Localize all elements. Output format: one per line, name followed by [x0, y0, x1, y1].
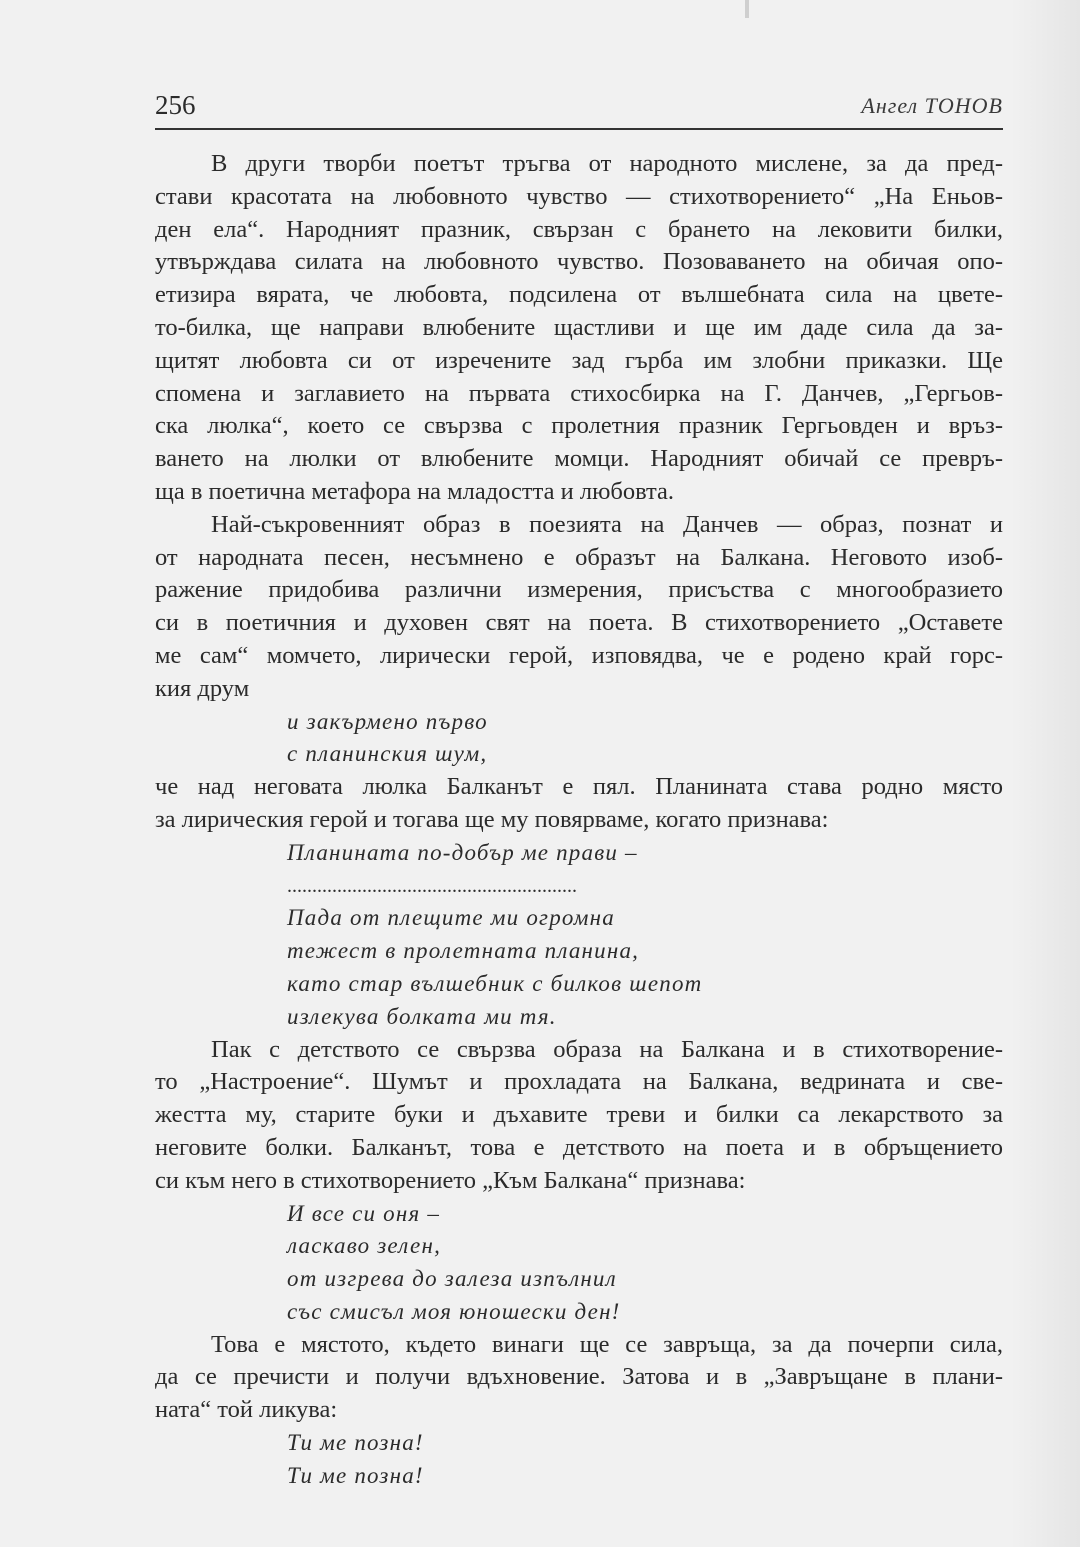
verse-line: Планината по-добър ме прави – [287, 839, 638, 865]
text-line: да се пречисти и получи вдъхновение. Затова и в „Завръщане в плани- [155, 1363, 1003, 1391]
text-line: за лирическия герой и тогава ще му повярваме, когато признава: [155, 805, 829, 833]
page-body [155, 148, 1003, 1493]
text-line: че над неговата люлка Балканът е пял. Планината става родно място [155, 773, 1003, 801]
text-line: Пак с детството се свързва образа на Балкана и в стихотворение- [211, 1035, 1003, 1063]
verse-line: Пада от плещите ми огромна [287, 905, 615, 931]
text-line: Това е мястото, където винаги ще се завръща, за да почерпи сила, [211, 1330, 1003, 1358]
verse-line: от изгрева до залеза изпълнил [287, 1266, 617, 1292]
text-line: то-билка, ще направи влюбените щастливи и ще им даде сила да за- [155, 313, 1003, 341]
text-line: ражение придобива различни измерения, присъства с многообразието [155, 576, 1003, 604]
text-line: ването на люлки от влюбените момци. Народният обичай се превръ- [155, 445, 1003, 473]
text-line: неговите болки. Балканът, това е детството на поета и в обръщението [155, 1133, 1003, 1161]
page-edge-shadow [1010, 0, 1080, 1547]
text-line: щитят любовта си от изречените зад гърба им злобни приказки. Ще [155, 346, 1003, 374]
text-line: ната“ той ликува: [155, 1396, 338, 1424]
text-line: стави красотата на любовното чувство — стихотворението“ „На Еньов- [155, 182, 1003, 210]
text-line: етизира вярата, че любовта, подсилена от вълшебната сила на цвете- [155, 281, 1003, 309]
verse-line: със смисъл моя юношески ден! [287, 1298, 621, 1324]
verse-line: ласкаво зелен, [287, 1233, 442, 1259]
verse-line: Ти ме позна! [287, 1430, 424, 1456]
text-line: си към него в стихотворението „Към Балкана“ признава: [155, 1166, 746, 1194]
text-line: спомена и заглавието на първата стихосбирка на Г. Данчев, „Гергьов- [155, 379, 1003, 407]
verse-line: и закърмено първо [287, 708, 488, 734]
verse-line: .......................................................... [287, 874, 577, 897]
running-head: Ангел ТОНОВ [861, 93, 1003, 118]
text-line: ме сам“ момчето, лирически герой, изповядва, че е родено край горс- [155, 641, 1003, 669]
verse-line: излекува болката ми тя. [287, 1003, 557, 1029]
text-line: жестта му, старите буки и дъхавите треви и билки са лекарството за [155, 1101, 1003, 1129]
page-number: 256 [155, 90, 196, 120]
text-line: ща в поетична метафора на младостта и любовта. [155, 477, 675, 505]
verse-line: като стар вълшебник с билков шепот [287, 970, 703, 996]
verse-line: тежест в пролетната планина, [287, 938, 640, 964]
verse-line: И все си оня – [287, 1200, 441, 1226]
text-line: В други творби поетът тръгва от народното мислене, за да пред- [211, 150, 1003, 177]
text-line: кия друм [155, 674, 250, 702]
text-line: ден ела“. Народният празник, свързан с брането на лековити билки, [155, 215, 1003, 243]
verse-line: Ти ме позна! [287, 1462, 424, 1488]
text-line: то „Настроение“. Шумът и прохладата на Балкана, ведрината и све- [155, 1068, 1003, 1096]
text-line: от народната песен, несъмнено е образът на Балкана. Неговото изоб- [155, 543, 1003, 571]
text-line: утвърждава силата на любовното чувство. Позоваването на обичая опо- [155, 248, 1003, 276]
page-header [155, 88, 1003, 130]
text-line: си в поетичния и духовен свят на поета. В стихотворението „Оставете [155, 609, 1003, 637]
scan-mark [745, 0, 749, 18]
text-line: Най-съкровенният образ в поезията на Данчев — образ, познат и [211, 510, 1003, 538]
text-line: ска люлка“, което се свързва с пролетния празник Гергьовден и връз- [155, 412, 1003, 440]
verse-line: с планинския шум, [287, 741, 488, 767]
